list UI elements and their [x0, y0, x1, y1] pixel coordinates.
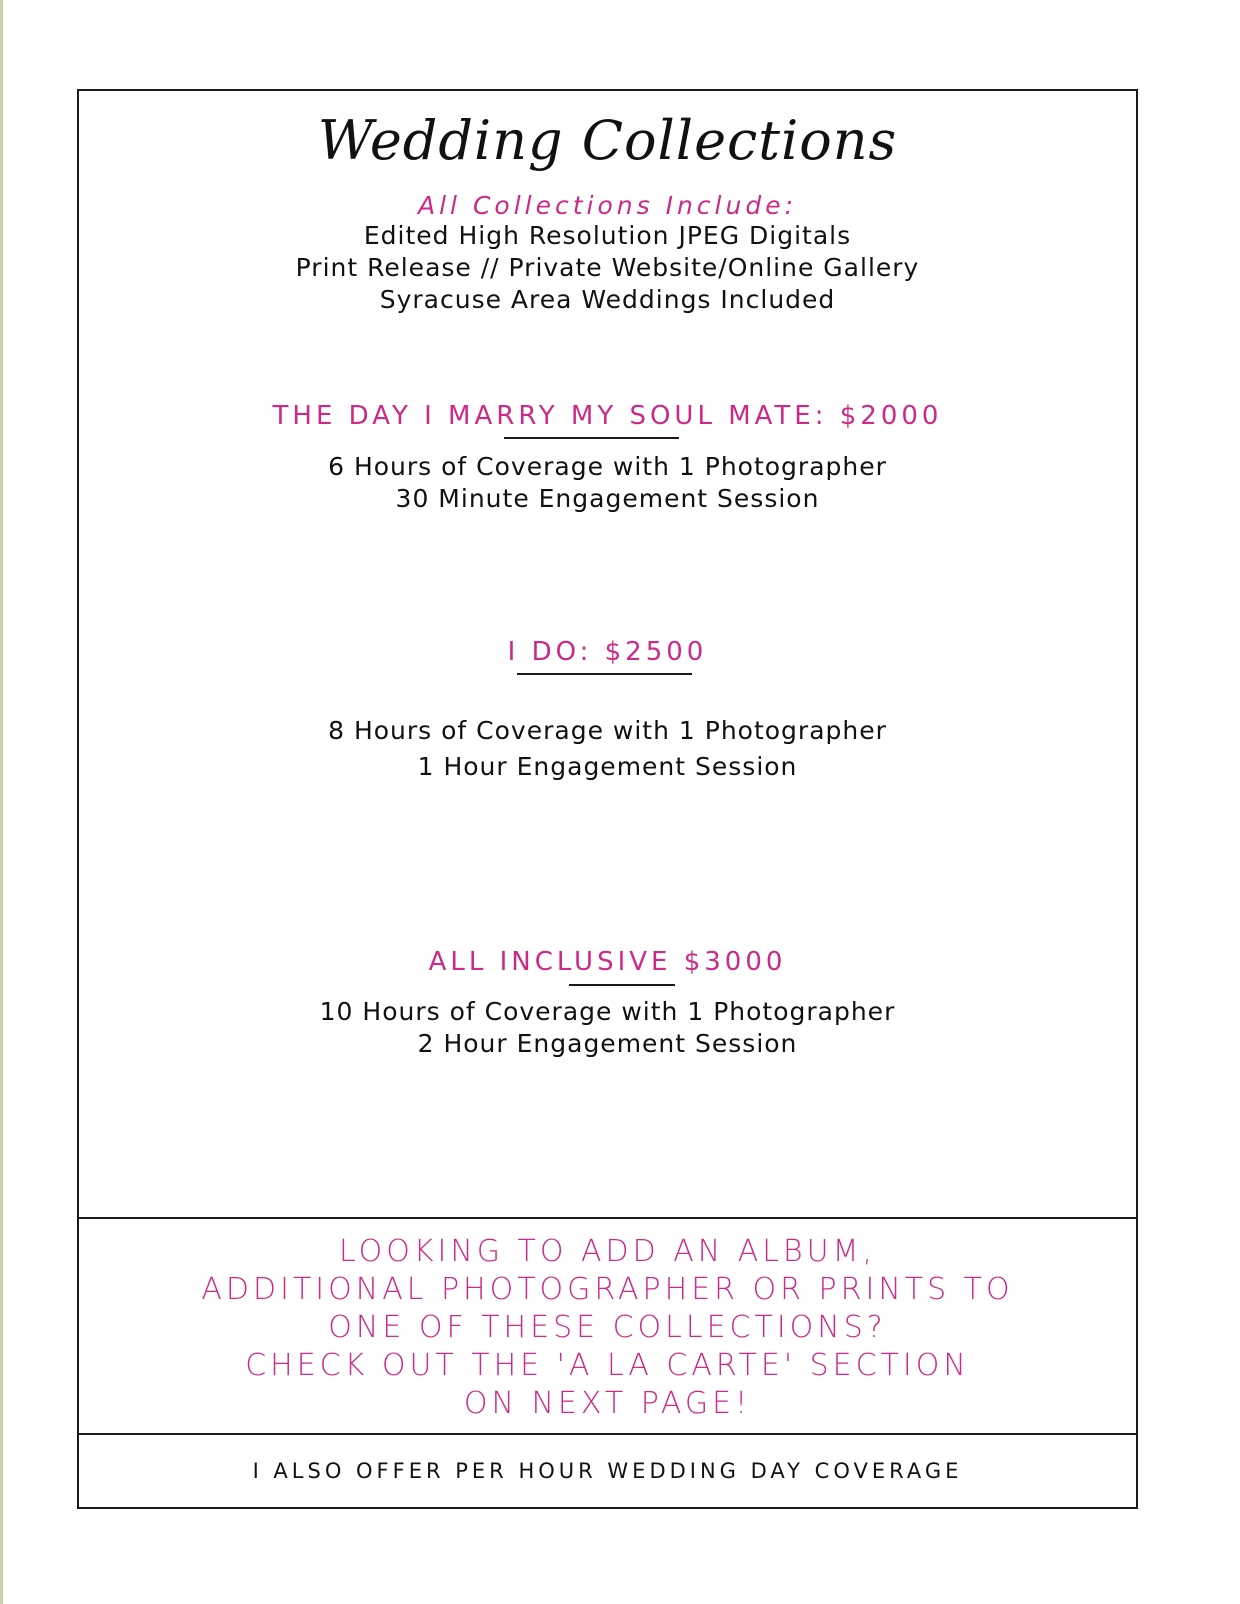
footer-section: [79, 1435, 1136, 1509]
package-title: ALL INCLUSIVE $3000: [428, 947, 787, 977]
callout-line: LOOKING TO ADD AN ALBUM,: [338, 1234, 877, 1269]
package-detail: 6 Hours of Coverage with 1 Photographer: [328, 452, 887, 481]
package-detail: 30 Minute Engagement Session: [395, 484, 820, 513]
includes-line: Edited High Resolution JPEG Digitals: [363, 221, 852, 250]
callout-text: [79, 1233, 1136, 1423]
package-detail: 1 Hour Engagement Session: [417, 752, 798, 781]
includes-line: Syracuse Area Weddings Included: [379, 285, 836, 314]
callout-line: ADDITIONAL PHOTOGRAPHER OR PRINTS TO: [201, 1272, 1014, 1307]
package-title: I DO: $2500: [507, 637, 708, 667]
includes-line: Print Release // Private Website/Online Gallery: [295, 253, 920, 282]
package-title: THE DAY I MARRY MY SOUL MATE: $2000: [272, 401, 943, 431]
package-title-underline: [517, 673, 692, 675]
package-detail: 8 Hours of Coverage with 1 Photographer: [328, 716, 887, 745]
package-detail: 2 Hour Engagement Session: [417, 1029, 798, 1058]
package-detail: 10 Hours of Coverage with 1 Photographer: [319, 997, 896, 1026]
callout-line: CHECK OUT THE 'A LA CARTE' SECTION: [245, 1348, 970, 1383]
package-title-underline: [569, 984, 675, 986]
collections-frame: [77, 89, 1138, 1509]
package-title-underline: [504, 437, 679, 439]
callout-line: ON NEXT PAGE!: [463, 1386, 752, 1421]
a-la-carte-callout: [79, 1217, 1136, 1435]
collections-main-section: [79, 91, 1136, 1217]
page-edge-strip: [0, 0, 3, 1604]
page-title: Wedding Collections: [317, 109, 898, 172]
footer-note: I ALSO OFFER PER HOUR WEDDING DAY COVERAGE: [252, 1459, 963, 1483]
includes-heading: All Collections Include:: [418, 191, 797, 220]
callout-line: ONE OF THESE COLLECTIONS?: [328, 1310, 887, 1345]
